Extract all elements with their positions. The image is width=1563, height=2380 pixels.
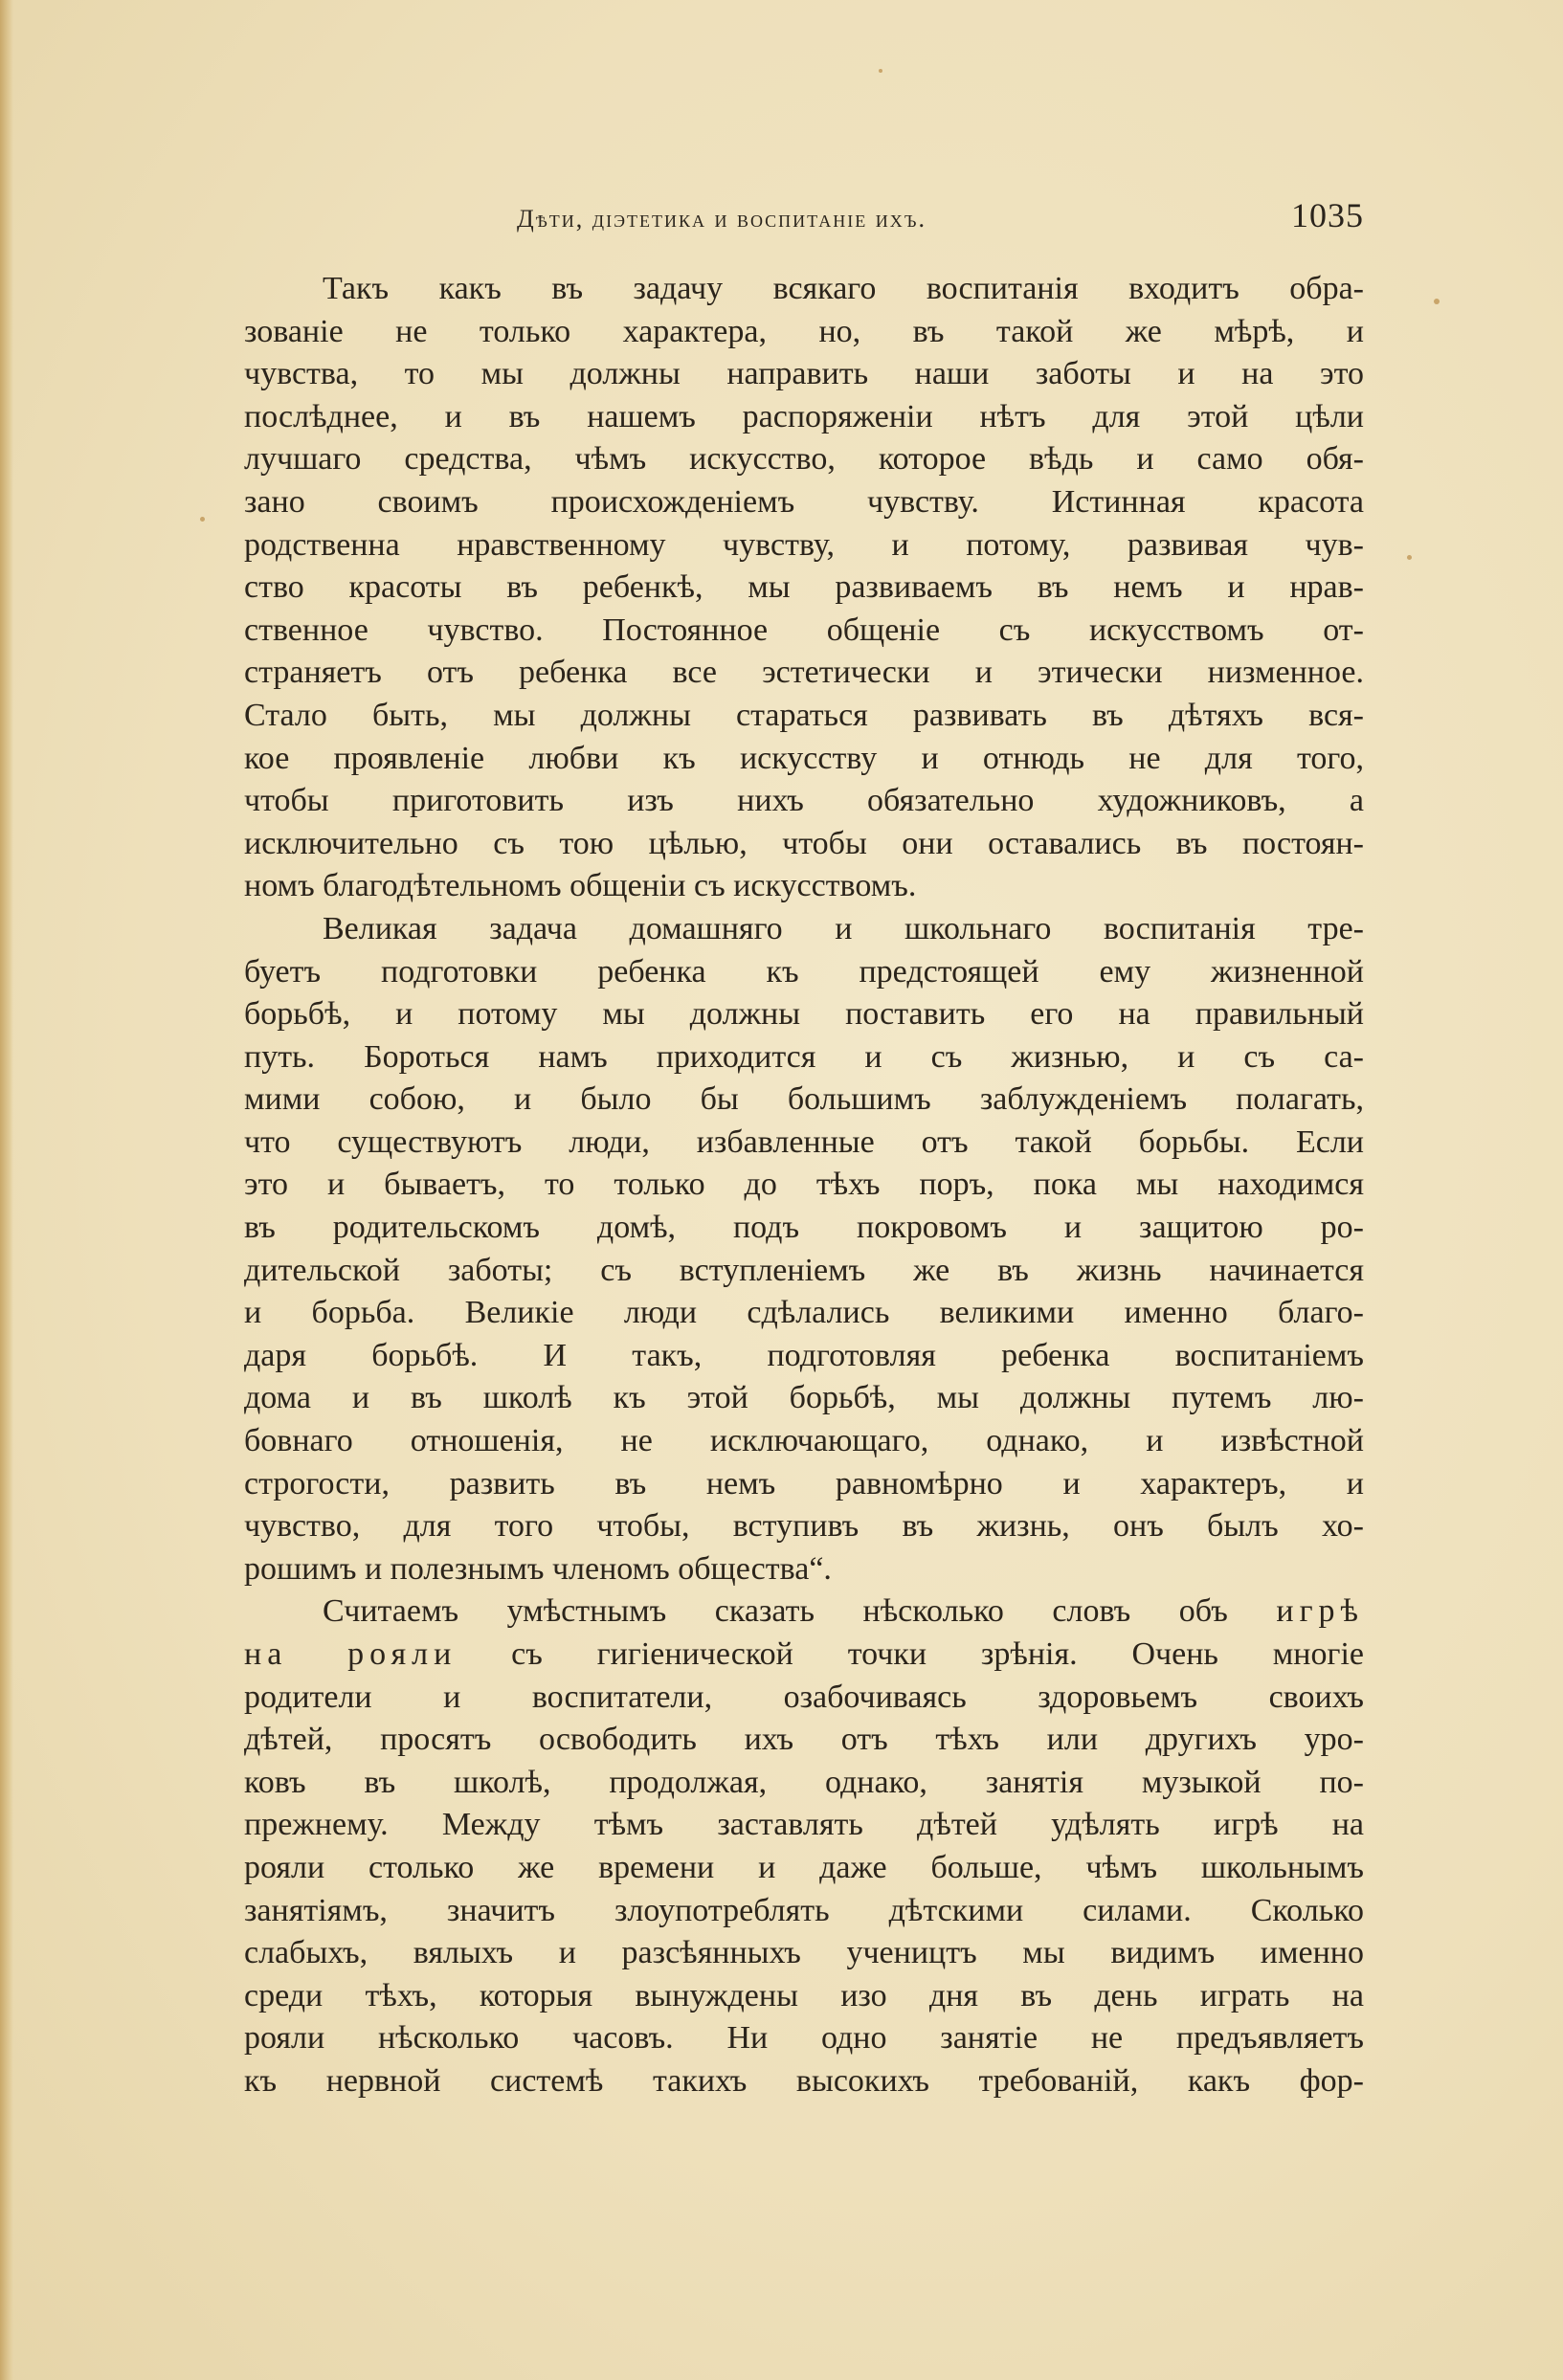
paper-speck <box>1407 555 1412 560</box>
text-line: послѣднее, и въ нашемъ распоряженіи нѣтъ для этой цѣли <box>244 398 1364 434</box>
text-line: въ родительскомъ домѣ, подъ покровомъ и защитою ро- <box>244 1210 1364 1246</box>
text-line: это и бываетъ, то только до тѣхъ поръ, пока мы находимся <box>244 1167 1364 1203</box>
text-line: рошимъ и полезнымъ членомъ общества“. <box>244 1550 832 1587</box>
text-line: Такъ какъ въ задачу всякаго воспитанія входитъ обра- <box>323 271 1364 306</box>
text-line: рояли столько же времени и даже больше, чѣмъ школьнымъ <box>244 1849 1364 1885</box>
text-line: занятіямъ, значитъ злоупотреблять дѣтскими силами. Сколько <box>244 1892 1364 1928</box>
text-line: мими собою, и было бы большимъ заблужденіемъ полагать, <box>244 1081 1364 1118</box>
text-line: буетъ подготовки ребенка къ предстоящей ему жизненной <box>244 953 1364 990</box>
text-line: зованіе не только характера, но, въ такой же мѣрѣ, и <box>244 313 1364 349</box>
text-line: чувство, для того чтобы, вступивъ въ жизнь, онъ былъ хо- <box>244 1508 1364 1545</box>
page-number: 1035 <box>1291 196 1364 234</box>
paragraph-1 <box>244 268 1364 908</box>
text-line: что существуютъ люди, избавленные отъ такой борьбы. Если <box>244 1123 1364 1160</box>
text-line: прежнему. Между тѣмъ заставлять дѣтей удѣлять игрѣ на <box>244 1807 1364 1843</box>
text-line: среди тѣхъ, которыя вынуждены изо дня въ день играть на <box>244 1977 1364 2013</box>
text-line: исключительно съ тою цѣлью, чтобы они оставались въ постоян- <box>244 825 1364 861</box>
text-line: Великая задача домашняго и школьнаго воспитанія тре- <box>323 910 1364 946</box>
page-binding-edge <box>0 0 13 2380</box>
text-line: чувства, то мы должны направить наши заботы и на это <box>244 356 1364 392</box>
text-line: кое проявленіе любви къ искусству и отнюдь не для того, <box>244 740 1364 776</box>
text-line: даря борьбѣ. И такъ, подготовляя ребенка воспитаніемъ <box>244 1337 1364 1373</box>
text-line: ковъ въ школѣ, продолжая, однако, занятія музыкой по- <box>244 1764 1364 1800</box>
text-line: дительской заботы; съ вступленіемъ же въ жизнь начинается <box>244 1252 1364 1288</box>
text-line: родители и воспитатели, озабочиваясь здоровьемъ своихъ <box>244 1679 1364 1715</box>
text-line: зано своимъ происхожденіемъ чувству. Истинная красота <box>244 483 1364 520</box>
text-line: лучшаго средства, чѣмъ искусство, которое вѣдь и само обя- <box>244 441 1364 478</box>
text-line: родственна нравственному чувству, и потому, развивая чув- <box>244 526 1364 563</box>
emphasized-phrase: на рояли <box>244 1636 458 1672</box>
text-line: борьбѣ, и потому мы должны поставить его на правильный <box>244 996 1364 1033</box>
running-header <box>244 191 1364 249</box>
paper-speck <box>1434 299 1440 304</box>
text-line: къ нервной системѣ такихъ высокихъ требованій, какъ фор- <box>244 2062 1364 2099</box>
text-line: и борьба. Великіе люди сдѣлались великими именно благо- <box>244 1295 1364 1331</box>
text-line: страняетъ отъ ребенка все эстетически и этически низменное. <box>244 655 1364 691</box>
text-line: Стало быть, мы должны стараться развивать въ дѣтяхъ вся- <box>244 697 1364 733</box>
text-line: на рояли съ гигіенической точки зрѣнія. Очень многіе <box>244 1636 1364 1672</box>
paper-speck <box>879 69 882 73</box>
text-line: чтобы приготовить изъ нихъ обязательно художниковъ, а <box>244 783 1364 819</box>
paragraph-3 <box>244 1590 1364 2102</box>
text-line: путь. Бороться намъ приходится и съ жизнью, и съ са- <box>244 1038 1364 1075</box>
text-line: ственное чувство. Постоянное общеніе съ искусствомъ от- <box>244 612 1364 648</box>
emphasized-phrase: игрѣ <box>1276 1593 1364 1630</box>
text-line: дома и въ школѣ къ этой борьбѣ, мы должны путемъ лю- <box>244 1380 1364 1416</box>
text-line: строгости, развить въ немъ равномѣрно и характеръ, и <box>244 1465 1364 1501</box>
paper-speck <box>200 517 205 522</box>
text-line: ство красоты въ ребенкѣ, мы развиваемъ въ немъ и нрав- <box>244 569 1364 606</box>
body-text <box>244 268 1364 2103</box>
text-line: бовнаго отношенія, не исключающаго, однако, и извѣстной <box>244 1423 1364 1459</box>
text-line: слабыхъ, вялыхъ и разсѣянныхъ учеництъ мы видимъ именно <box>244 1935 1364 1971</box>
paragraph-2 <box>244 908 1364 1591</box>
text-line: дѣтей, просятъ освободить ихъ отъ тѣхъ или другихъ уро- <box>244 1722 1364 1758</box>
text-line: Считаемъ умѣстнымъ сказать нѣсколько словъ объ игрѣ <box>323 1593 1364 1630</box>
text-line: номъ благодѣтельномъ общеніи съ искусствомъ. <box>244 868 917 904</box>
running-title: Дѣти, діэтетика и воспитаніе ихъ. <box>517 205 927 233</box>
text-line: рояли нѣсколько часовъ. Ни одно занятіе не предъявляетъ <box>244 2020 1364 2057</box>
